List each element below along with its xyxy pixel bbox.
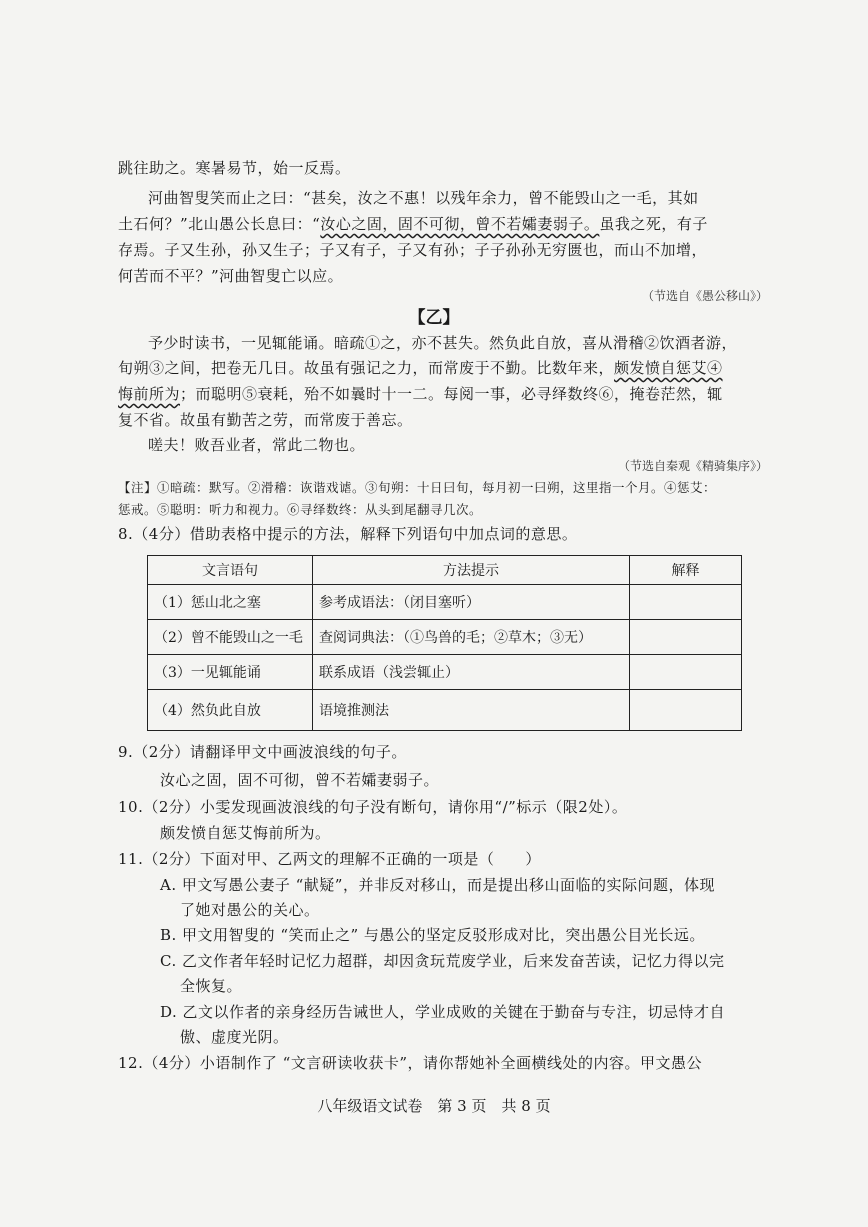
table-header-row [148,556,742,585]
q11-option-d[interactable]: D. 乙文以作者的亲身经历告诫世人，学业成败的关键在于勤奋与专注，切忌恃才自 [160,1003,726,1021]
row-hint: 参考成语法：（闭目塞听） [313,585,630,620]
q11-stem: 11.（2分）下面对甲、乙两文的理解不正确的一项是（ ） [118,850,541,868]
q12-stem: 12.（4分）小语制作了 “文言研读收获卡”，请你帮她补全画横线处的内容。甲文愚公 [118,1054,703,1072]
yi-source: （节选自秦观《精骑集序》） [617,459,768,473]
row-hint: 联系成语（浅尝辄止） [313,655,630,690]
q11-option-d-cont: 傲、虚度光阴。 [180,1028,289,1046]
yi-title: 【乙】 [408,308,460,328]
row-sentence: （3）一见辄能诵 [148,655,313,690]
yi-notes-line-2: 惩戒。⑤聪明：听力和视力。⑥寻绎数终：从头到尾翻寻几次。 [118,502,483,517]
table-row [148,690,742,731]
answer-cell[interactable] [630,655,742,690]
jia-paragraph-2-line-3: 存焉。子又生孙，孙又生子；子又有子，子又有孙；子子孙孙无穷匮也，而山不加增， [118,241,708,259]
q11-option-a-cont: 了她对愚公的关心。 [180,901,320,919]
jia-text: 虽我之死，有子 [599,215,708,233]
q11-option-b[interactable]: B. 甲文用智叟的 “笑而止之” 与愚公的坚定反驳形成对比，突出愚公目光长远。 [160,926,705,944]
q10-stem: 10.（2分）小雯发现画波浪线的句子没有断句，请你用“/”标示（限2处）。 [118,798,628,816]
q9-sentence: 汝心之固，固不可彻，曾不若孀妻弱子。 [160,771,440,789]
q11-option-c-cont: 全恢复。 [180,977,243,995]
q9-stem: 9.（2分）请翻译甲文中画波浪线的句子。 [118,743,407,761]
q8-stem: 8.（4分）借助表格中提示的方法，解释下列语句中加点词的意思。 [118,525,578,543]
wavy-underlined-phrase: 颇发愤自惩艾④ [614,359,723,377]
header-answer: 解释 [630,556,742,585]
yi-text: ；而聪明⑤衰耗，殆不如曩时十一二。每阅一事，必寻绎数终⑥，掩卷茫然，辄 [180,385,723,403]
row-hint: 语境推测法 [313,690,630,731]
table-row [148,620,742,655]
row-sentence: （4）然负此自放 [148,690,313,731]
yi-notes-line-1: 【注】①暗疏：默写。②滑稽：诙谐戏谑。③旬朔：十日曰旬，每月初一曰朔，这里指一个月。④惩艾： [118,480,717,495]
yi-line-2 [118,358,723,378]
answer-cell[interactable] [630,690,742,731]
wavy-underlined-phrase: 悔前所为 [118,385,181,403]
table-row [148,655,742,690]
wavy-underlined-sentence: 汝心之固，固不可彻，曾不若孀妻弱子。 [320,215,600,233]
q10-sentence: 颇发愤自惩艾悔前所为。 [160,824,331,842]
answer-cell[interactable] [630,585,742,620]
jia-text: 土石何？”北山愚公长息曰：“ [118,215,321,233]
yi-line-4: 复不省。故虽有勤苦之劳，而常废于善忘。 [118,411,413,429]
jia-paragraph-2-line-4: 何苦而不平？”河曲智叟亡以应。 [118,267,344,285]
page-footer: 八年级语文试卷 第 3 页 共 8 页 [317,1097,551,1115]
q8-table [147,555,742,731]
answer-cell[interactable] [630,620,742,655]
yi-line-3 [118,384,723,404]
table-row [148,585,742,620]
yi-text: 旬朔③之间，把卷无几日。故虽有强记之力，而常废于不勤。比数年来， [118,359,615,377]
header-hint: 方法提示 [313,556,630,585]
q11-option-a[interactable]: A. 甲文写愚公妻子 “献疑”，并非反对移山，而是提出移山面临的实际问题，体现 [160,876,715,894]
row-sentence: （1）惩山北之塞 [148,585,313,620]
jia-paragraph-2-line-2 [118,214,708,234]
yi-line-1: 予少时读书，一见辄能诵。暗疏①之，亦不甚失。然负此自放，喜从滑稽②饮酒者游， [148,334,738,352]
header-sentence: 文言语句 [148,556,313,585]
yi-line-5: 嗟夫！败吾业者，常此二物也。 [148,436,366,454]
jia-paragraph-2-line-1: 河曲智叟笑而止之曰：“甚矣，汝之不惠！以残年余力，曾不能毁山之一毛，其如 [148,189,699,207]
row-sentence: （2）曾不能毁山之一毛 [148,620,313,655]
jia-source: （节选自《愚公移山》） [641,289,768,303]
q11-option-c[interactable]: C. 乙文作者年轻时记忆力超群，却因贪玩荒废学业，后来发奋苦读，记忆力得以完 [160,952,725,970]
jia-paragraph-1: 跳往助之。寒暑易节，始一反焉。 [118,159,351,177]
row-hint: 查阅词典法：（①鸟兽的毛；②草木；③无） [313,620,630,655]
